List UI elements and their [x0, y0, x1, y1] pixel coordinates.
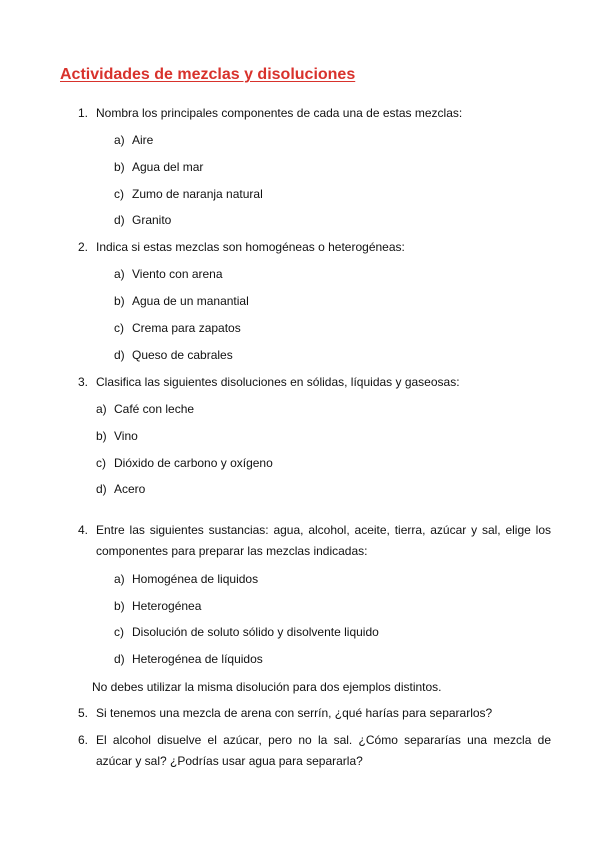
list-item-text: Acero	[114, 482, 146, 496]
list-item-text: Aire	[132, 133, 154, 147]
question-text: Clasifica las siguientes disoluciones en sólidas, líquidas y gaseosas:	[96, 375, 460, 389]
list-item-label: d)	[114, 213, 125, 227]
question-number: 3.	[78, 375, 89, 389]
question-text: Indica si estas mezclas son homogéneas o heterogéneas:	[96, 240, 405, 254]
list-item-label: b)	[114, 294, 125, 308]
list-item-label: b)	[114, 160, 125, 174]
list-item-text: Crema para zapatos	[132, 321, 241, 335]
list-item-label: d)	[96, 482, 107, 496]
list-item-text: Queso de cabrales	[132, 348, 233, 362]
list-item-text: Dióxido de carbono y oxígeno	[114, 456, 273, 470]
list-item-text: Viento con arena	[132, 267, 223, 281]
list-item-text: Homogénea de liquidos	[132, 572, 259, 586]
list-item-text: Agua de un manantial	[132, 294, 249, 308]
question-text: Si tenemos una mezcla de arena con serrín, ¿qué harías para separarlos?	[96, 706, 493, 720]
list-item-label: c)	[96, 456, 106, 470]
question-number: 2.	[78, 240, 89, 254]
question-text-line-1: Entre las siguientes sustancias: agua, alcohol, aceite, tierra, azúcar y sal, elige los	[96, 523, 551, 537]
list-item-text: Agua del mar	[132, 160, 204, 174]
note-text: No debes utilizar la misma disolución para dos ejemplos distintos.	[92, 680, 442, 694]
question-text-line-2: componentes para preparar las mezclas indicadas:	[96, 544, 368, 558]
list-item-label: d)	[114, 348, 125, 362]
list-item-text: Vino	[114, 429, 138, 443]
question-number: 6.	[78, 733, 89, 747]
question-text: Nombra los principales componentes de cada una de estas mezclas:	[96, 106, 463, 120]
question-number: 4.	[78, 523, 89, 537]
list-item-label: a)	[96, 402, 107, 416]
list-item-label: c)	[114, 187, 124, 201]
list-item-text: Granito	[132, 213, 172, 227]
list-item-label: d)	[114, 652, 125, 666]
list-item-text: Heterogénea de líquidos	[132, 652, 263, 666]
question-number: 5.	[78, 706, 89, 720]
list-item-label: c)	[114, 625, 124, 639]
list-item-label: a)	[114, 572, 125, 586]
list-item-label: b)	[114, 599, 125, 613]
list-item-label: b)	[96, 429, 107, 443]
question-text-line-1: El alcohol disuelve el azúcar, pero no la sal. ¿Cómo separarías una mezcla de	[96, 733, 551, 747]
page-title: Actividades de mezclas y disoluciones	[60, 66, 356, 83]
list-item-label: a)	[114, 267, 125, 281]
list-item-label: a)	[114, 133, 125, 147]
list-item-text: Zumo de naranja natural	[132, 187, 263, 201]
list-item-text: Café con leche	[114, 402, 195, 416]
question-text-line-2: azúcar y sal? ¿Podrías usar agua para separarla?	[96, 754, 363, 768]
list-item-text: Disolución de soluto sólido y disolvente liquido	[132, 625, 379, 639]
question-number: 1.	[78, 106, 89, 120]
list-item-text: Heterogénea	[132, 599, 202, 613]
list-item-label: c)	[114, 321, 124, 335]
